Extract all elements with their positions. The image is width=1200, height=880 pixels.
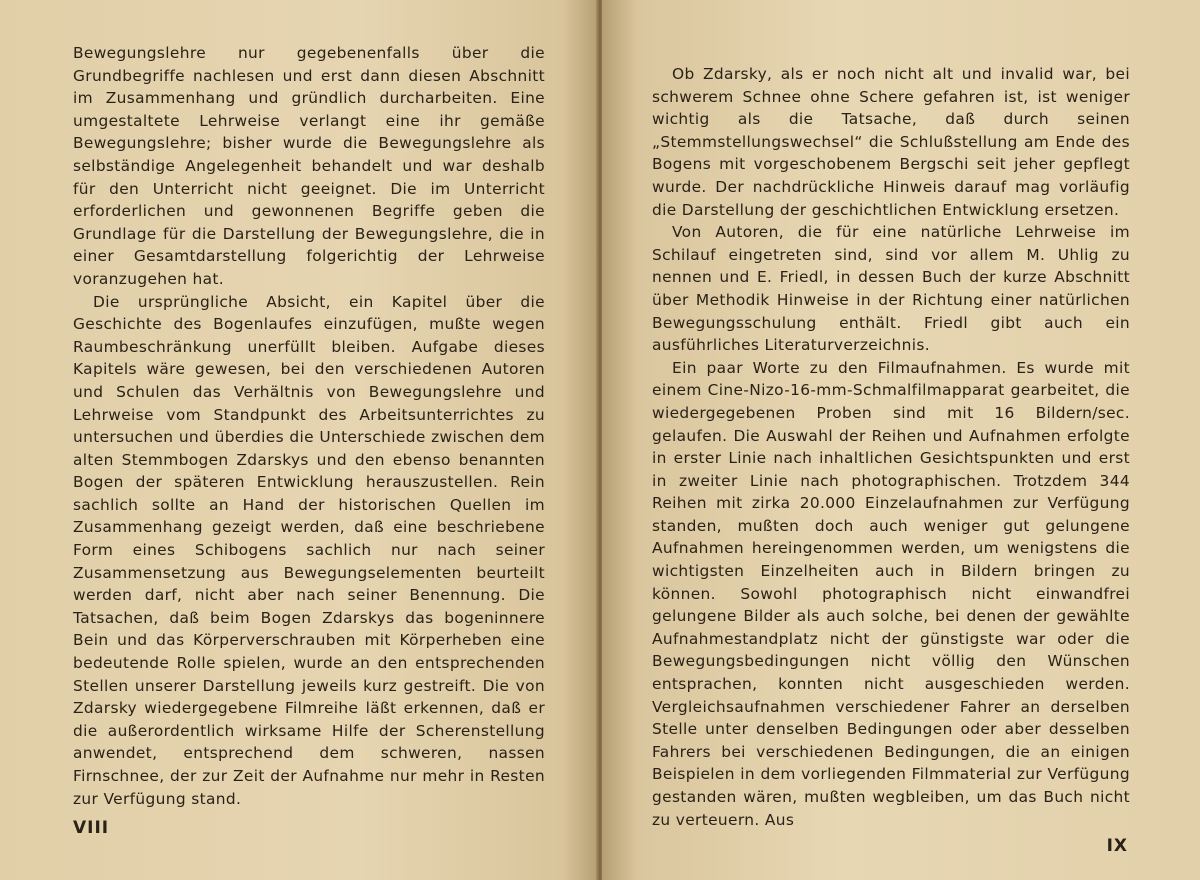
paragraph: Die ursprüngliche Absicht, ein Kapitel über die Geschichte des Bogenlaufes einzufügen, mußte wegen Raumbeschränkung unerfüllt bleiben. Aufgabe dieses Kapitels wäre gewesen, bei den verschiedenen Autoren und Schulen das Verhältnis von Bewegungslehre und Lehrweise vom Standpunkt des Arbeitsunterrichtes zu untersuchen und überdies die Unterschiede zwischen dem alten Stemmbogen Zdarskys und den ebenso benannten Bogen der späteren Entwicklung herauszustellen. Rein sachlich sollte an Hand der historischen Quellen im Zusammenhang gezeigt werden, daß eine beschriebene Form eines Schibogens sachlich nur nach seiner Zusammensetzung aus Bewegungselementen beurteilt werden darf, nicht aber nach seiner Benennung. Die Tatsachen, daß beim Bogen Zdarskys das bogeninnere Bein und das Körperverschrauben mit Körperheben eine bedeutende Rolle spielen, wurde an den entsprechenden Stellen unserer Darstellung jeweils kurz gestreift. Die von Zdarsky wiedergegebene Filmreihe läßt erkennen, daß er die außerordentlich wirksame Hilfe der Scherenstellung anwendet, entsprechend dem schweren, nassen Firnschnee, der zur Zeit der Aufnahme nur mehr in Resten zur Verfügung stand. (73, 292, 545, 808)
left-page-text (73, 42, 545, 810)
right-page-text (652, 63, 1130, 831)
right-page (602, 0, 1200, 880)
paragraph: Von Autoren, die für eine natürliche Lehrweise im Schilauf eingetreten sind, sind vor allem M. Uhlig zu nennen und E. Friedl, in dessen Buch der kurze Abschnitt über Methodik Hinweise in der Richtung einer natürlichen Bewegungsschulung enthält. Friedl gibt auch ein ausführliches Literaturverzeichnis. (652, 223, 1130, 355)
paragraph: Bewegungslehre nur gegebenenfalls über die Grundbegriffe nachlesen und erst dann diesen Abschnitt im Zusammenhang und gründlich durcharbeiten. Eine umgestaltete Lehrweise verlangt eine ihr gemäße Bewegungslehre; bisher wurde die Bewegungslehre als selbständige Angelegenheit behandelt und war deshalb für den Unterricht nicht geeignet. Die im Unterricht erforderlichen und gewonnenen Begriffe geben die Grundlage für die Darstellung der Bewegungslehre, die in einer Gesamtdarstellung folgerichtig der Lehrweise voranzugehen hat. (73, 44, 545, 288)
paragraph: Ein paar Worte zu den Filmaufnahmen. Es wurde mit einem Cine-Nizo-16-mm-Schmalfilmapparat gearbeitet, die wiedergegebenen Proben sind mit 16 Bildern/sec. gelaufen. Die Auswahl der Reihen und Aufnahmen erfolgte in erster Linie nach inhaltlichen Gesichtspunkten und erst in zweiter Linie nach photographischen. Trotzdem 344 Reihen mit zirka 20.000 Einzelaufnahmen zur Verfügung standen, mußten doch auch weniger gut gelungene Aufnahmen hereingenommen werden, um wenigstens die wichtigsten Einzelheiten auch in Bildern bringen zu können. Sowohl photographisch nicht einwandfrei gelungene Bilder als auch solche, bei denen der gewählte Aufnahmestandplatz nicht der günstigste war oder die Bewegungsbedingungen nicht völlig den Wünschen entsprachen, konnten nicht ausgeschieden werden. Vergleichsaufnahmen verschiedener Fahrer an derselben Stelle unter denselben Bedingungen oder aber desselben Fahrers bei verschiedenen Bedingungen, die an einigen Beispielen in dem vorliegenden Filmmaterial zur Verfügung gestanden wären, mußten wegbleiben, um das Buch nicht zu verteuern. Aus (652, 358, 1130, 829)
paragraph: Ob Zdarsky, als er noch nicht alt und invalid war, bei schwerem Schnee ohne Schere gefahren ist, ist weniger wichtig als die Tatsache, daß durch seinen „Stemmstellungswechsel“ die Schlußstellung am Ende des Bogens mit vorgeschobenem Bergschi seit jeher gepflegt wurde. Der nachdrückliche Hinweis darauf mag vorläufig die Darstellung der geschichtlichen Entwicklung ersetzen. (652, 65, 1130, 219)
page-number: VIII (73, 818, 110, 838)
left-page (0, 0, 598, 880)
page-number: IX (1106, 836, 1128, 856)
